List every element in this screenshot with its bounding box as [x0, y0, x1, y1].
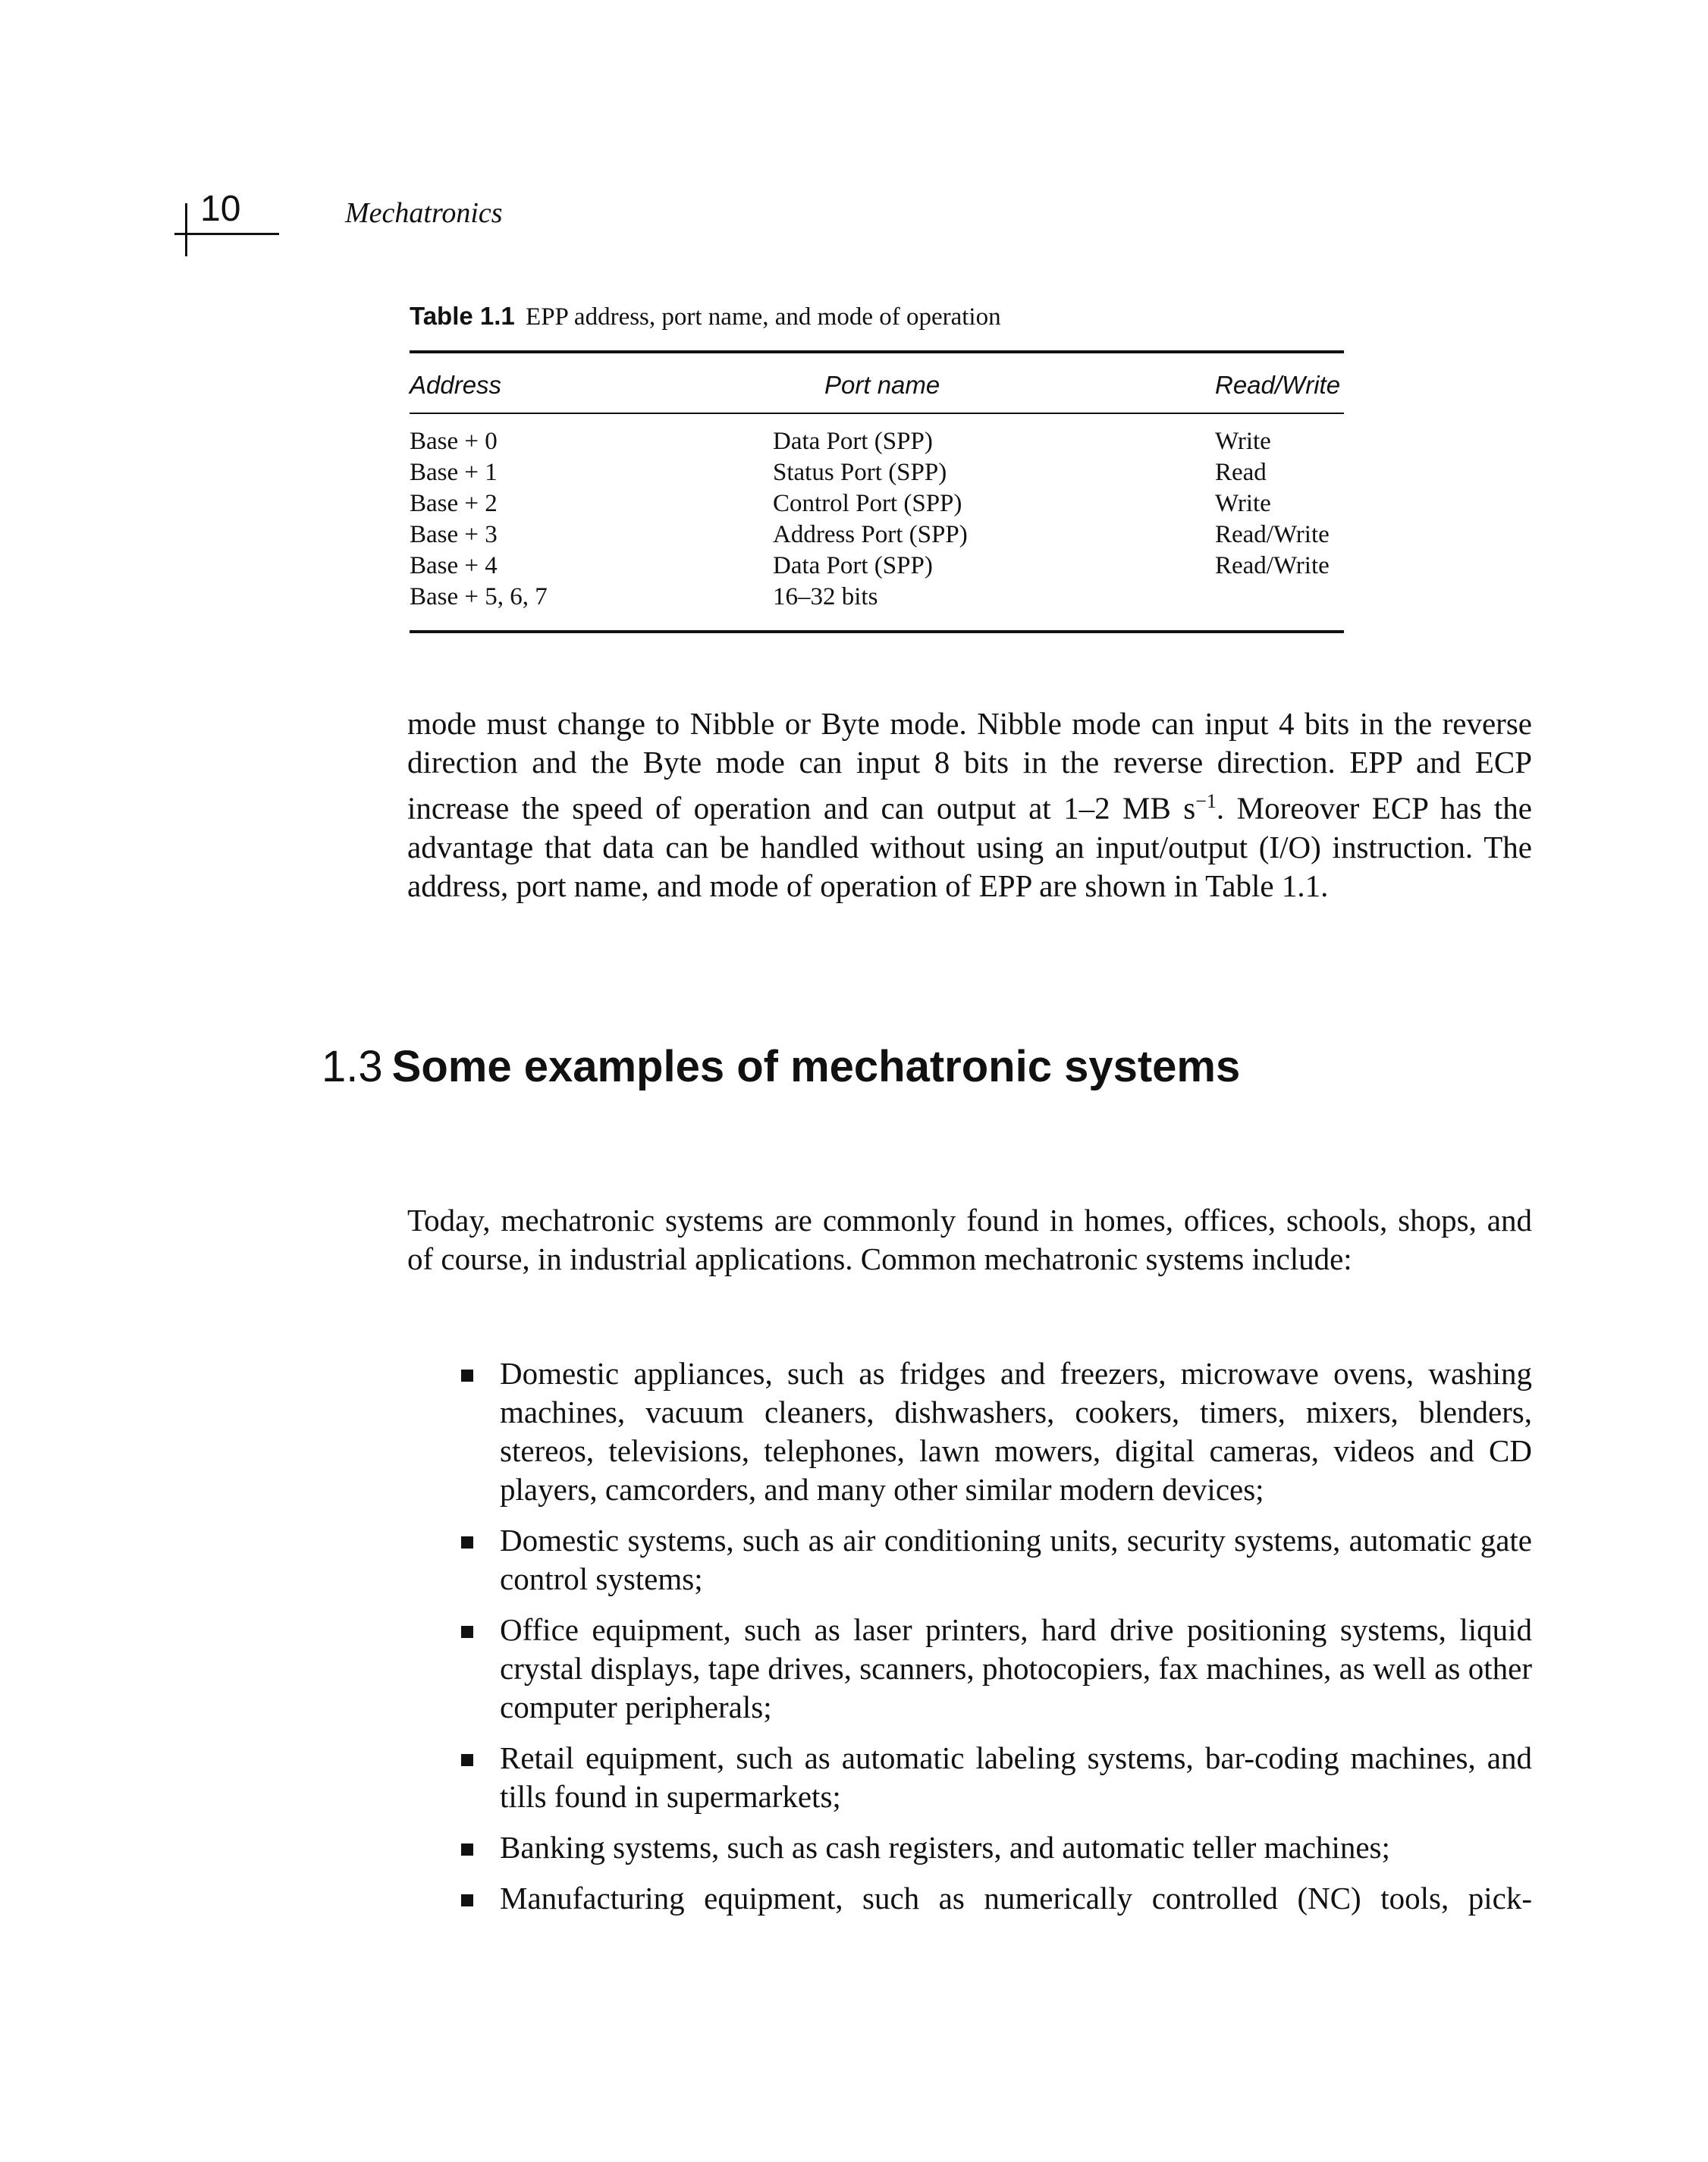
table-cell-read-write: Read/Write	[1215, 521, 1330, 548]
square-bullet-icon	[461, 1754, 473, 1766]
list-item	[407, 1828, 1532, 1867]
table-row	[410, 519, 1344, 551]
table-cell-address: Base + 2	[410, 490, 498, 517]
table-row	[410, 488, 1344, 519]
corner-mark-horizontal-rule	[174, 233, 279, 235]
list-item	[407, 1879, 1532, 1918]
table-header-rule	[410, 413, 1344, 414]
paragraph-text: mode must change to Nibble or Byte mode. Nibble mode can input 4 bits in the reverse direction and the Byte mode can input 8 bits in the reverse direction. EPP and ECP increase the speed of operation and can output at 1–2 MB s	[407, 706, 1532, 826]
table-top-rule	[410, 350, 1344, 353]
table-cell-port-name: Address Port (SPP)	[773, 521, 968, 548]
square-bullet-icon	[461, 1370, 473, 1382]
square-bullet-icon	[461, 1536, 473, 1549]
column-header-address: Address	[410, 371, 502, 399]
square-bullet-icon	[461, 1844, 473, 1856]
table-caption	[410, 303, 1001, 330]
list-item-text: Domestic systems, such as air conditioning units, security systems, automatic gate control systems;	[500, 1523, 1532, 1596]
section-heading	[322, 1042, 1241, 1091]
table-caption-label: Table 1.1	[410, 302, 515, 330]
body-paragraph-intro: Today, mechatronic systems are commonly found in homes, offices, schools, shops, and of course, in industrial applications. Common mechatronic systems include:	[407, 1203, 1532, 1276]
superscript-exponent: −1	[1195, 790, 1217, 812]
table-bottom-rule	[410, 630, 1344, 633]
list-item	[407, 1739, 1532, 1816]
list-item-text: Office equipment, such as laser printers, hard drive positioning systems, liquid crystal displays, tape drives, scanners, photocopiers, fax machines, as well as other computer peripherals;	[500, 1612, 1532, 1724]
list-item-text: Domestic appliances, such as fridges and freezers, microwave ovens, washing machines, vacuum cleaners, dishwashers, cookers, timers, mixers, blenders, stereos, televisions, telephones, lawn mowers, digital cameras, videos and CD players, camcorders, and many other similar modern devices;	[500, 1356, 1532, 1507]
column-header-port-name: Port name	[824, 371, 940, 399]
corner-mark-vertical-rule	[185, 203, 187, 256]
table-cell-address: Base + 4	[410, 552, 498, 579]
paragraph-text: . Moreover ECP has the advantage that data can be handled without using an input/output (I/O) instruction. The address, port name, and mode of operation of EPP are shown in Table 1.1.	[407, 790, 1532, 903]
running-head: Mechatronics	[345, 197, 503, 229]
column-header-read-write: Read/Write	[1215, 371, 1341, 399]
list-item-text: Retail equipment, such as automatic labeling systems, bar-coding machines, and tills found in supermarkets;	[500, 1740, 1532, 1814]
table-cell-port-name: Status Port (SPP)	[773, 459, 947, 486]
list-item	[407, 1354, 1532, 1509]
table-cell-address: Base + 3	[410, 521, 498, 548]
table-cell-port-name: Data Port (SPP)	[773, 552, 933, 579]
table-cell-port-name: Control Port (SPP)	[773, 490, 962, 517]
bullet-list	[407, 1354, 1532, 1930]
page-number: 10	[200, 189, 241, 229]
square-bullet-icon	[461, 1626, 473, 1638]
section-number: 1.3	[322, 1042, 383, 1091]
table-cell-port-name: 16–32 bits	[773, 583, 878, 610]
table-cell-read-write: Read	[1215, 459, 1267, 486]
table-cell-address: Base + 0	[410, 428, 498, 455]
table-cell-read-write: Write	[1215, 428, 1271, 455]
list-item-text: Manufacturing equipment, such as numerically controlled (NC) tools, pick-	[500, 1881, 1532, 1916]
table-row	[410, 457, 1344, 488]
table-caption-text: EPP address, port name, and mode of operation	[526, 303, 1001, 331]
table-cell-port-name: Data Port (SPP)	[773, 428, 933, 455]
table-cell-address: Base + 5, 6, 7	[410, 583, 548, 610]
table-cell-read-write: Write	[1215, 490, 1271, 517]
list-item-text: Banking systems, such as cash registers, and automatic teller machines;	[500, 1830, 1390, 1865]
table-body	[410, 426, 1344, 613]
table-row	[410, 551, 1344, 582]
table-row	[410, 426, 1344, 457]
table-cell-read-write: Read/Write	[1215, 552, 1330, 579]
section-title: Some examples of mechatronic systems	[391, 1042, 1241, 1091]
body-paragraph-epp	[407, 704, 1532, 905]
list-item	[407, 1521, 1532, 1599]
list-item	[407, 1611, 1532, 1727]
square-bullet-icon	[461, 1894, 473, 1906]
table-cell-address: Base + 1	[410, 459, 498, 486]
table-row	[410, 582, 1344, 613]
